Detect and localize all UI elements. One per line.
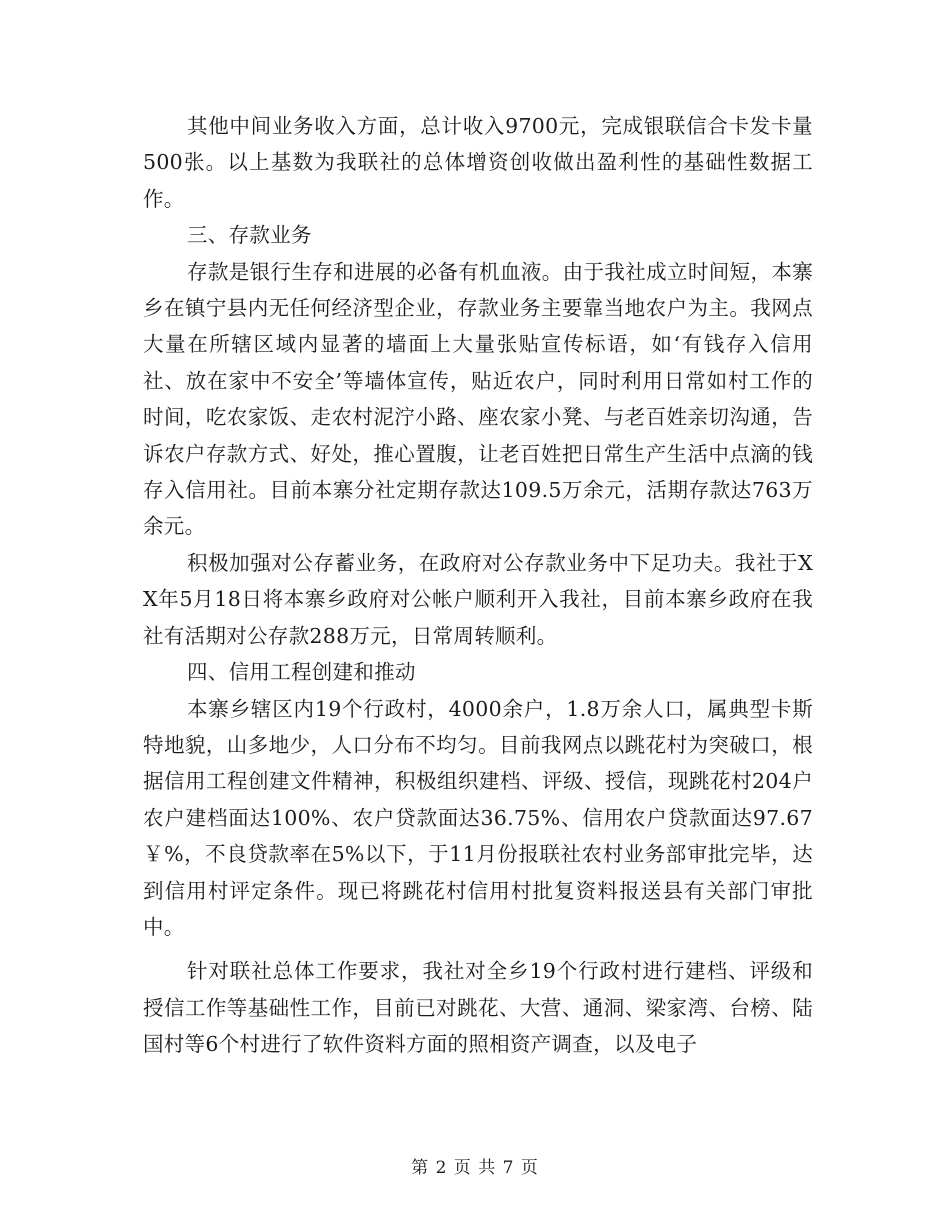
section-heading-deposit: 三、存款业务 (187, 223, 312, 248)
paragraph-public-deposit: 积极加强对公存蓄业务，在政府对公存款业务中下足功夫。我社于XX年5月18日将本寨乡政府对公帐户顺利开入我社，目前本寨乡政府在我社有活期对公存款288万元，日常周转顺利。 (143, 550, 813, 648)
paragraph-intermediary-income: 其他中间业务收入方面，总计收入9700元，完成银联信合卡发卡量500张。以上基数为我联社的总体增资创收做出盈利性的基础性数据工作。 (143, 114, 813, 211)
paragraph-credit-village: 本寨乡辖区内19个行政村，4000余户，1.8万余人口，属典型卡斯特地貌，山多地少，人口分布不均匀。目前我网点以跳花村为突破口，根据信用工程创建文件精神，积极组织建档、评级、授信，现跳花村204户农户建档面达100%、农户贷款面达36.75%、信用农户贷款面达97.67￥%，不良贷款率在5%以下，于11月份报联社农村业务部审批完毕，达到信用村评定条件。现已将跳花村信用村批复资料报送县有关部门审批中。 (143, 696, 813, 939)
document-body (143, 108, 813, 1063)
page-number-footer: 第 2 页 共 7 页 (411, 1158, 539, 1178)
section-heading-credit-project: 四、信用工程创建和推动 (187, 660, 416, 685)
paragraph-deposit-overview: 存款是银行生存和进展的必备有机血液。由于我社成立时间短，本寨乡在镇宁县内无任何经济型企业，存款业务主要靠当地农户为主。我网点大量在所辖区域内显著的墙面上大量张贴宣传标语，如‘有钱存入信用社、放在家中不安全’等墙体宣传，贴近农户，同时利用日常如村工作的时间，吃农家饭、走农村泥泞小路、座农家小凳、与老百姓亲切沟通，告诉农户存款方式、好处，推心置腹，让老百姓把日常生产生活中点滴的钱存入信用社。目前本寨分社定期存款达109.5万余元，活期存款达763万余元。 (143, 259, 813, 539)
paragraph-village-rating: 针对联社总体工作要求，我社对全乡19个行政村进行建档、评级和授信工作等基础性工作，目前已对跳花、大营、通洞、梁家湾、台榜、陆国村等6个村进行了软件资料方面的照相资产调查，以及电子 (143, 959, 813, 1057)
paragraph-spacer (143, 945, 813, 953)
